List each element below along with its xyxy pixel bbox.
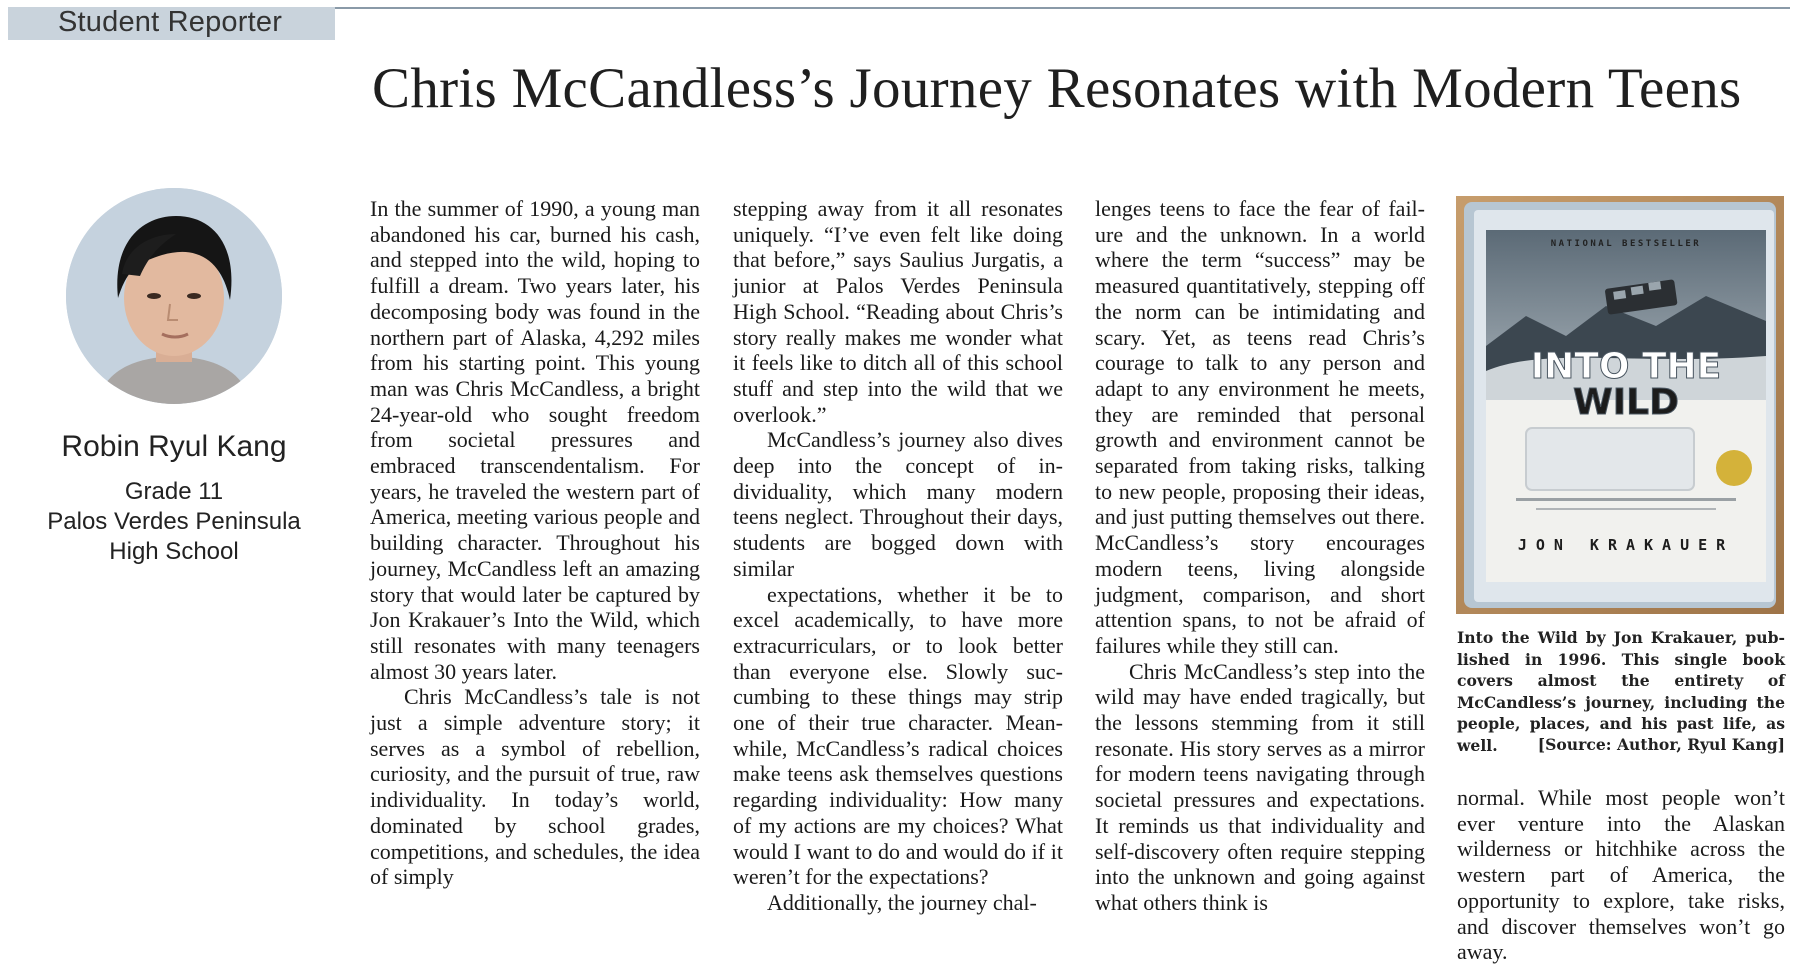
paragraph: expectations, whether it be to excel academically, to have more extracurriculars, or to look better than everyone else. Slowly succumbing to these things may strip one of their true character. Meanwhile, McCandless’s radical choices make teens ask themselves questions regarding individuality: How many of my actions are my choices? What would I want to do and would do if it weren’t for the expectations? <box>733 581 1063 890</box>
article-column-3 <box>1095 196 1425 916</box>
book-title-line2: WILD <box>1573 382 1679 423</box>
author-school-line2: High School <box>109 538 239 565</box>
caption-text: Into the Wild by Jon Krakauer, published in 1996. This single book covers almost the entirety of McCandless’s journey, including the people, places, and his past life, as well. <box>1457 628 1785 755</box>
paragraph: In the summer of 1990, a young man abandoned his car, burned his cash, and stepped into the wild, hoping to fulfill a dream. Two years later, his decomposing body was found in the northern part of Alaska, 4,292 miles from his starting point. This young man was Chris McCandless, a bright 24-year-old who sought freedom from societal pressures and embraced transcendentalism. For years, he traveled the western part of America, meeting various people and building character. Throughout his journey, McCandless left an amazing story that would later be captured by Jon Krakauer’s Into the Wild, which still resonates with many teenagers almost 30 years later. <box>370 196 700 684</box>
author-school-line1: Palos Verdes Peninsula <box>47 508 301 535</box>
book-banner: NATIONAL BESTSELLER <box>1550 239 1702 249</box>
article-column-2 <box>733 196 1063 916</box>
paragraph: Additionally, the journey chal- <box>767 889 1037 915</box>
author-portrait-icon <box>66 188 282 404</box>
author-name: Robin Ryul Kang <box>61 430 287 463</box>
paragraph: Chris McCandless’s step into the wild may have ended tragically, but the lessons stemming from it still resonate. His story serves as a mirror for modern teens navigating through societal pressures and expectations. It reminds us that individuality and self-discovery often require stepping into the unknown and going against what others think is <box>1095 658 1425 915</box>
article-headline: Chris McCandless’s Journey Resonates with Modern Teens <box>372 57 1742 120</box>
paragraph: normal. While most people won’t ever venture into the Alaskan wilderness or hitchhike across the western part of America, the opportunity to explore, take risks, and discover themselves won’t go away. <box>1457 785 1785 965</box>
article-column-4 <box>1457 785 1785 965</box>
paragraph: stepping away from it all resonates uniquely. “I’ve even felt like doing that before,” says Saulius Jurgatis, a junior at Palos Verdes Peninsula High School. “Reading about Chris’s story really makes me wonder what it feels like to ditch all of this school stuff and step into the wild that we overlook.” <box>733 196 1063 427</box>
book-author: JON KRAKAUER <box>1517 536 1735 554</box>
book-title-line1: INTO THE <box>1530 346 1722 387</box>
author-avatar <box>66 188 282 404</box>
article-column-1 <box>370 196 700 890</box>
paragraph: McCandless’s journey also dives deep into the concept of individuality, which many modern teens neglect. Throughout their days, students are bogged down with similar <box>733 427 1063 581</box>
photo-source: [Source: Author, Ryul Kang] <box>1537 735 1785 754</box>
paragraph: lenges teens to face the fear of failure and the unknown. In a world where the term “success” may be measured quantitatively, stepping off the norm can be intimidating and scary. Yet, as teens read Chris’s courage to talk to any person and adapt to any environment he meets, they are reminded that personal growth and environment cannot be separated from taking risks, talking to new people, proposing their ideas, and just putting themselves out there. McCandless’s story encourages modern teens, living alongside judgment, comparison, and short attention spans, to not be afraid of failures while they still can. <box>1095 196 1425 658</box>
paragraph: Chris McCandless’s tale is not just a simple adventure story; it serves as a symbol of rebellion, curiosity, and the pursuit of true, raw individuality. In today’s world, dominated by school grades, competitions, and schedules, the idea of simply <box>370 684 700 890</box>
sticker-icon <box>1716 450 1752 486</box>
section-label: Student Reporter <box>58 6 283 38</box>
book-cover-image <box>1456 196 1784 614</box>
book-photo <box>1456 196 1784 614</box>
author-grade: Grade 11 <box>124 478 224 505</box>
